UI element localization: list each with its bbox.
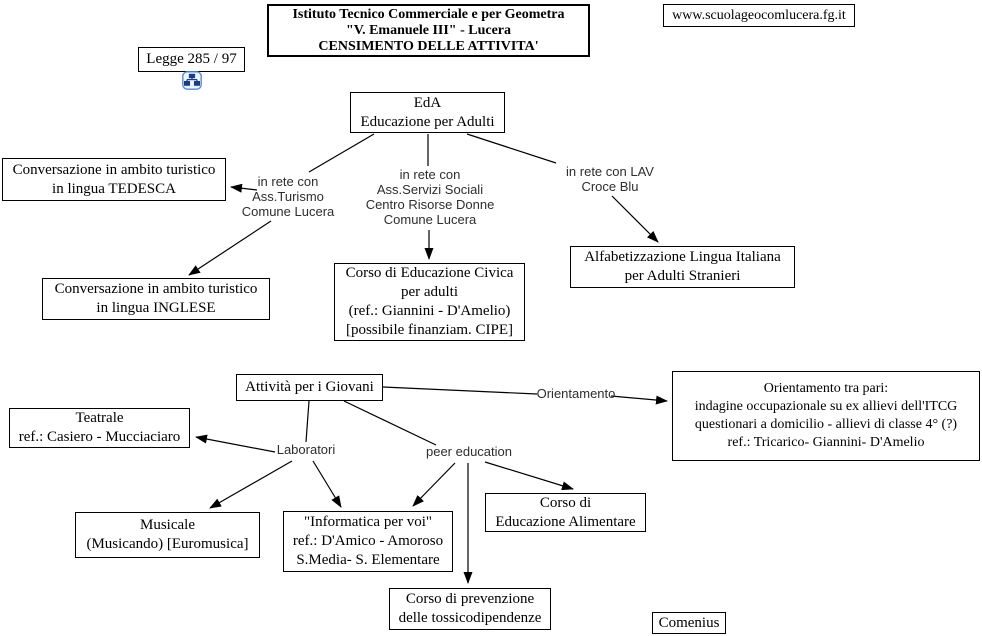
node-orientamento-tra-pari[interactable] xyxy=(672,371,980,461)
node-text: Corso di prevenzione xyxy=(405,591,535,607)
org-chart-icon[interactable] xyxy=(182,71,202,90)
label-text: in rete con LAV xyxy=(566,164,654,179)
node-attivita-giovani[interactable] xyxy=(236,374,383,401)
node-educazione-civica[interactable] xyxy=(334,263,525,341)
node-text: Attività per i Giovani xyxy=(245,379,374,395)
node-text: S.Media- S. Elementare xyxy=(296,552,440,568)
title-line: Istituto Tecnico Commerciale e per Geometra xyxy=(292,6,565,22)
node-text: EdA xyxy=(413,94,442,111)
connector-peer-to-alimentare xyxy=(485,462,573,489)
school-title-node[interactable] xyxy=(267,4,590,57)
label-text: Orientamento xyxy=(536,386,616,401)
node-text: Alfabetizzazione Lingua Italiana xyxy=(584,249,781,265)
title-line: "V. Emanuele III" - Lucera xyxy=(345,22,511,38)
node-educazione-alimentare[interactable] xyxy=(485,493,646,532)
law-reference-node[interactable] xyxy=(138,47,245,72)
node-text: delle tossicodipendenze xyxy=(398,610,542,626)
label-text: Laboratori xyxy=(276,442,336,457)
connector-attivita-to-orientamento xyxy=(383,387,537,394)
connector-lav-to-alfabetizzazione xyxy=(612,196,658,242)
label-text: Ass.Servizi Sociali xyxy=(376,182,484,197)
label-text: in rete con xyxy=(399,167,461,182)
node-informatica[interactable] xyxy=(283,511,453,572)
node-text: ref.: Tricarico- Giannini- D'Amelio xyxy=(727,435,925,450)
node-text: (Musicando) [Euromusica] xyxy=(86,536,249,552)
node-text: in lingua TEDESCA xyxy=(52,180,176,197)
connector-laboratori-to-informatica xyxy=(313,461,341,507)
node-text: indagine occupazionale su ex allievi dell'ITCG xyxy=(694,399,958,414)
website-url: www.scuolageocomlucera.fg.it xyxy=(672,8,846,23)
connector-attivita-to-laboratori xyxy=(306,401,309,442)
connector-laboratori-to-teatrale xyxy=(196,437,275,452)
node-text: Conversazione in ambito turistico xyxy=(54,281,258,297)
node-text: [possibile finanziam. CIPE] xyxy=(345,322,514,338)
node-eda[interactable] xyxy=(350,92,505,133)
connector-orientamento-to-box xyxy=(611,396,667,401)
node-prevenzione-tossicodipendenze[interactable] xyxy=(389,588,551,630)
connector-attivita-to-peer xyxy=(344,401,436,445)
node-text: per adulti xyxy=(400,284,459,300)
node-text: "Informatica per voi" xyxy=(303,514,433,530)
node-conversazione-tedesca[interactable] xyxy=(2,158,226,201)
label-text: Croce Blu xyxy=(581,179,639,194)
label-text: Ass.Turismo xyxy=(252,189,324,204)
node-text: Corso di Educazione Civica xyxy=(345,265,514,281)
node-text: ref.: Casiero - Mucciaciaro xyxy=(18,429,181,445)
label-text: in rete con xyxy=(257,174,319,189)
website-link-node[interactable] xyxy=(663,4,855,27)
label-text: Comune Lucera xyxy=(383,212,477,227)
link-label-orientamento[interactable] xyxy=(536,386,616,401)
node-text: Educazione Alimentare xyxy=(495,513,636,530)
link-label-lav-croce-blu[interactable] xyxy=(549,164,671,194)
connector-eda-to-lav xyxy=(467,134,556,163)
node-text: Comenius xyxy=(658,614,720,631)
node-teatrale[interactable] xyxy=(9,408,190,448)
connector-laboratori-to-musicale xyxy=(210,461,292,508)
node-text: per Adulti Stranieri xyxy=(624,268,741,284)
node-conversazione-inglese[interactable] xyxy=(42,278,270,320)
node-musicale[interactable] xyxy=(75,512,260,558)
label-text: Comune Lucera xyxy=(241,204,335,219)
node-text: questionari a domicilio - allievi di classe 4° (?) xyxy=(694,417,958,432)
law-reference-text: Legge 285 / 97 xyxy=(146,51,237,67)
node-alfabetizzazione[interactable] xyxy=(570,246,795,288)
node-comenius[interactable] xyxy=(652,612,726,634)
node-text: Educazione per Adulti xyxy=(360,113,495,130)
connector-peer-to-informatica xyxy=(413,463,455,506)
node-text: Corso di xyxy=(539,494,592,511)
label-text: peer education xyxy=(425,444,512,459)
node-text: Teatrale xyxy=(75,410,124,426)
node-text: Musicale xyxy=(140,517,195,533)
connector-turismo-to-inglese xyxy=(189,221,271,275)
node-text: Conversazione in ambito turistico xyxy=(12,161,216,178)
link-label-ass-turismo[interactable] xyxy=(239,174,337,219)
node-text: in lingua INGLESE xyxy=(96,300,216,316)
link-label-laboratori[interactable] xyxy=(274,442,338,457)
node-text: Orientamento tra pari: xyxy=(763,381,889,396)
label-text: Centro Risorse Donne xyxy=(365,197,495,212)
node-text: ref.: D'Amico - Amoroso xyxy=(292,533,444,549)
title-line: CENSIMENTO DELLE ATTIVITA' xyxy=(318,38,539,54)
link-label-peer-education[interactable] xyxy=(424,444,514,459)
link-label-servizi-sociali[interactable] xyxy=(363,167,497,227)
node-text: (ref.: Giannini - D'Amelio) xyxy=(348,303,511,319)
